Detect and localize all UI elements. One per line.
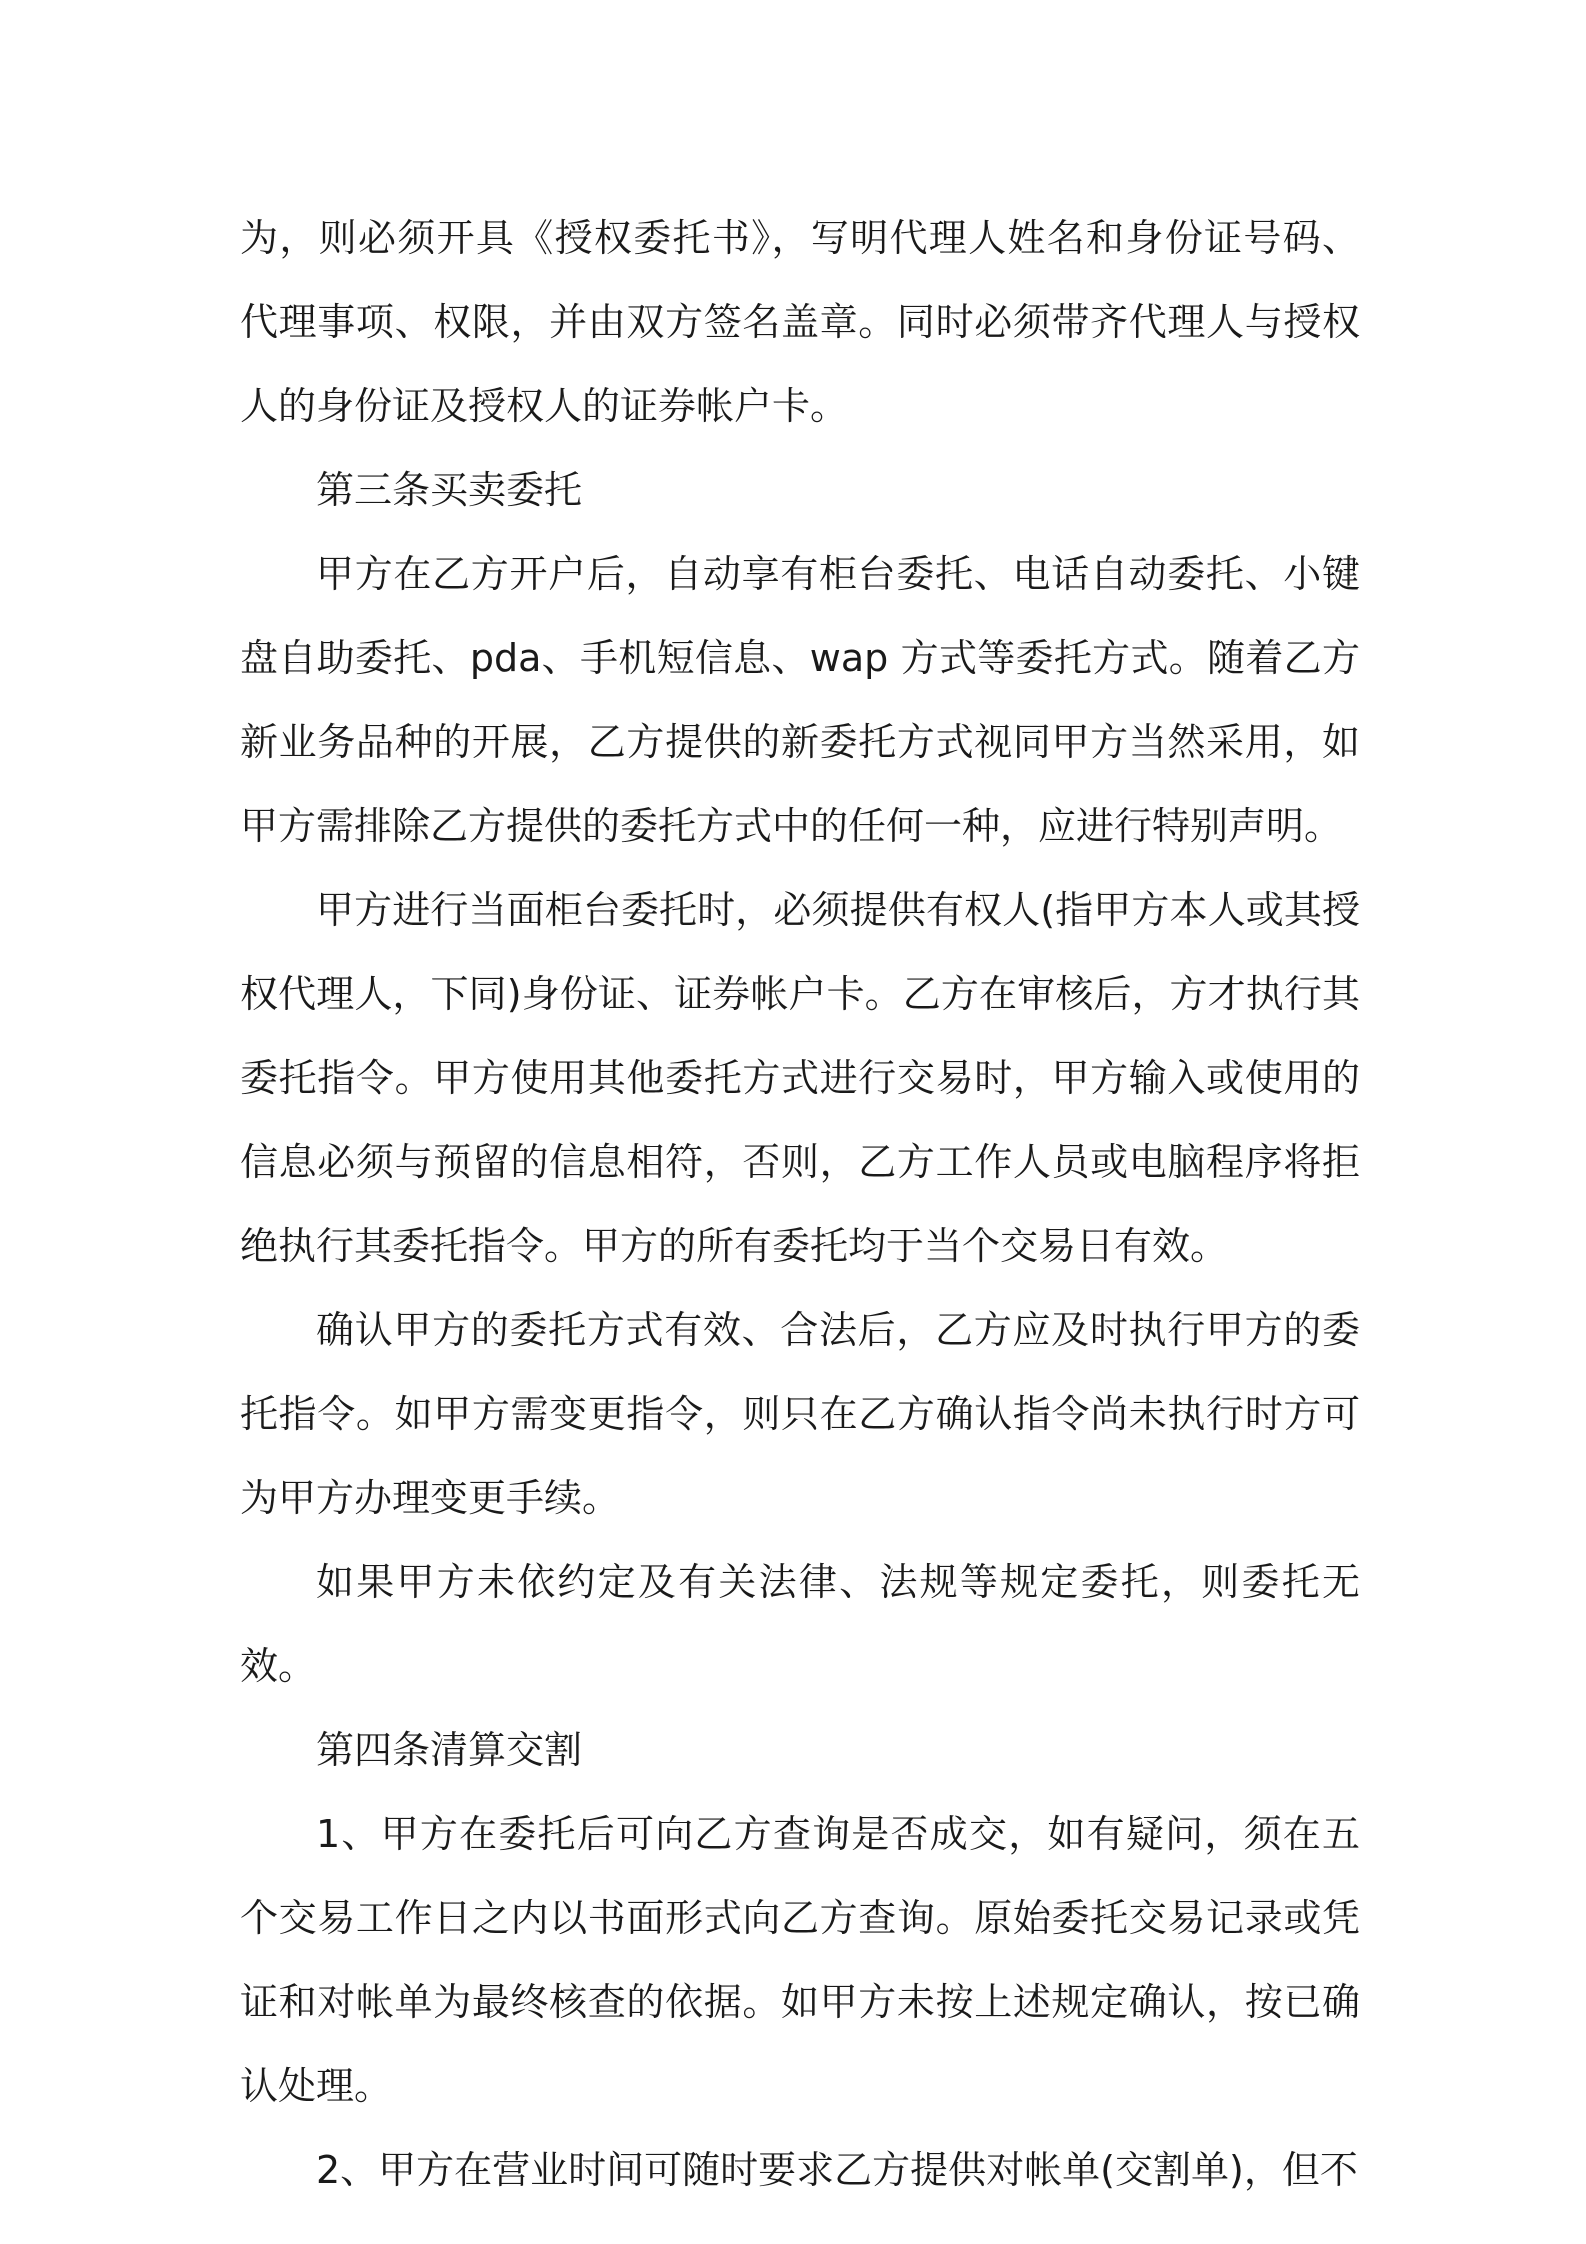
paragraph-authorization-continued: 为，则必须开具《授权委托书》，写明代理人姓名和身份证号码、代理事项、权限，并由双方签名盖章。同时必须带齐代理人与授权人的身份证及授权人的证券帐户卡。 bbox=[240, 216, 1360, 428]
paragraph-clearing-item-1: 1、甲方在委托后可向乙方查询是否成交，如有疑问，须在五个交易工作日之内以书面形式向乙方查询。原始委托交易记录或凭证和对帐单为最终核查的依据。如甲方未按上述规定确认，按已确认处理。 bbox=[240, 1812, 1360, 2108]
paragraph-execution: 确认甲方的委托方式有效、合法后，乙方应及时执行甲方的委托指令。如甲方需变更指令，则只在乙方确认指令尚未执行时方可为甲方办理变更手续。 bbox=[240, 1308, 1360, 1520]
paragraph-invalid-entrustment: 如果甲方未依约定及有关法律、法规等规定委托，则委托无效。 bbox=[240, 1560, 1360, 1688]
paragraph-counter-entrustment: 甲方进行当面柜台委托时，必须提供有权人(指甲方本人或其授权代理人，下同)身份证、证券帐户卡。乙方在审核后，方才执行其委托指令。甲方使用其他委托方式进行交易时，甲方输入或使用的信息必须与预留的信息相符，否则，乙方工作人员或电脑程序将拒绝执行其委托指令。甲方的所有委托均于当个交易日有效。 bbox=[240, 888, 1360, 1268]
paragraph-entrustment-methods: 甲方在乙方开户后，自动享有柜台委托、电话自动委托、小键盘自助委托、pda、手机短信息、wap 方式等委托方式。随着乙方新业务品种的开展，乙方提供的新委托方式视同甲方当然采用，如甲方需排除乙方提供的委托方式中的任何一种，应进行特别声明。 bbox=[240, 552, 1360, 848]
document-page bbox=[240, 196, 1360, 2212]
heading-article-4: 第四条清算交割 bbox=[316, 1728, 583, 1772]
heading-article-3: 第三条买卖委托 bbox=[316, 468, 583, 512]
paragraph-clearing-item-2: 2、甲方在营业时间可随时要求乙方提供对帐单(交割单)，但不 bbox=[316, 2148, 1358, 2192]
